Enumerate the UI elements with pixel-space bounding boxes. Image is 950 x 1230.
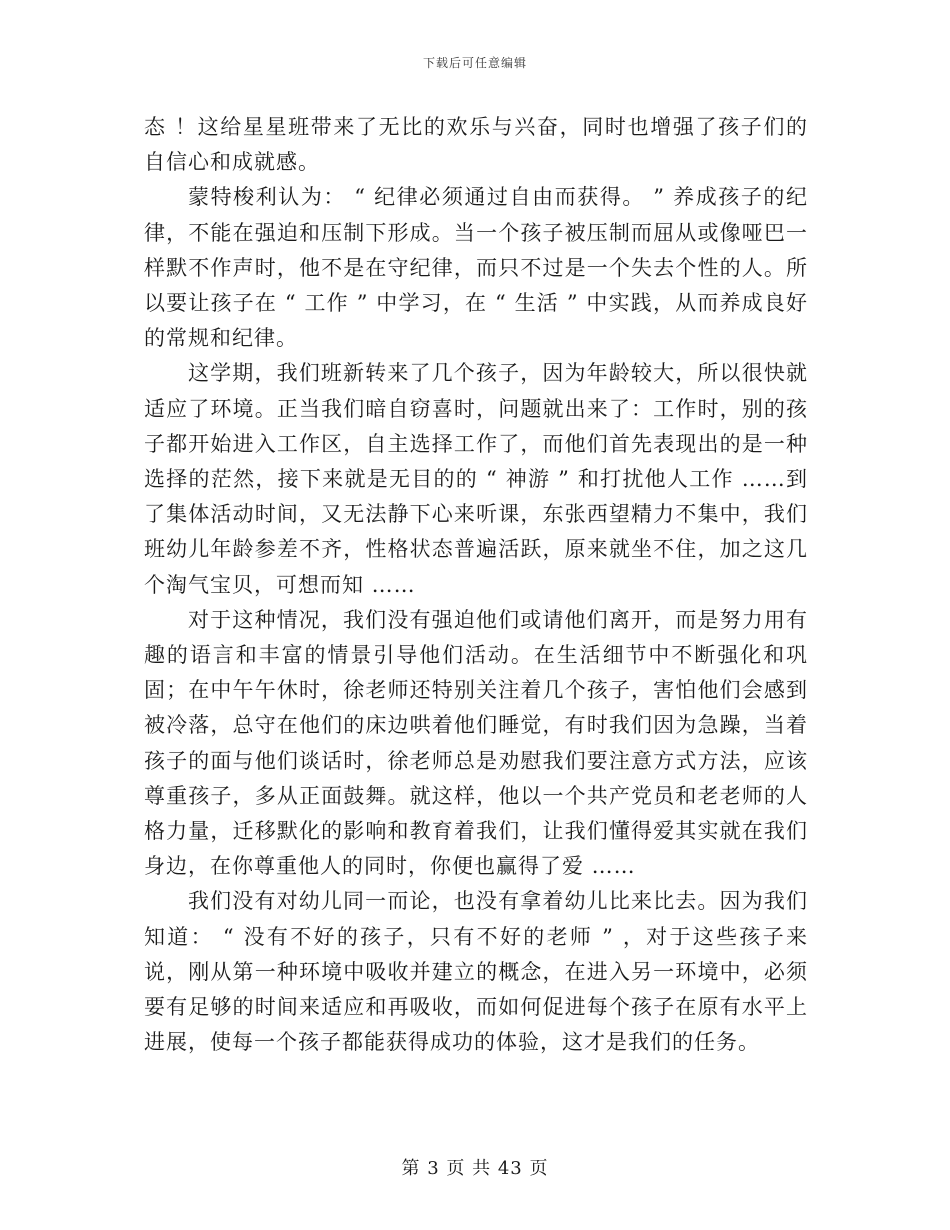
document-body: [144, 110, 808, 1060]
page-header: 下载后可任意编辑: [422, 56, 527, 70]
paragraph-4: 对于这种情况，我们没有强迫他们或请他们离开，而是努力用有趣的语言和丰富的情景引导他们活动。在生活细节中不断强化和巩固；在中午午休时，徐老师还特别关注着几个孩子，害怕他们会感到被冷落，总守在他们的床边哄着他们睡觉，有时我们因为急躁，当着孩子的面与他们谈话时，徐老师总是劝慰我们要注意方式方法，应该尊重孩子，多从正面鼓舞。就这样，他以一个共产党员和老老师的人格力量，迁移默化的影响和教育着我们，让我们懂得爱其实就在我们身边，在你尊重他人的同时，你便也赢得了爱 ……: [144, 607, 808, 879]
paragraph-1: 态 ！这给星星班带来了无比的欢乐与兴奋，同时也增强了孩子们的自信心和成就感。: [144, 115, 808, 175]
paragraph-3: 这学期，我们班新转来了几个孩子，因为年龄较大，所以很快就适应了环境。正当我们暗自窃喜时，问题就出来了：工作时，别的孩子都开始进入工作区，自主选择工作了，而他们首先表现出的是一种选择的茫然，接下来就是无目的的 “ 神游 ” 和打扰他人工作 ……到了集体活动时间，又无法静下心来听课，东张西望精力不集中，我们班幼儿年龄参差不齐，性格状态普遍活跃，原来就坐不住，加之这几个淘气宝贝，可想而知 ……: [144, 361, 808, 597]
page-number-footer: 第 3 页 共 43 页: [401, 1158, 549, 1179]
paragraph-5: 我们没有对幼儿同一而论，也没有拿着幼儿比来比去。因为我们知道： “ 没有不好的孩子，只有不好的老师 ” ，对于这些孩子来说，刚从第一种环境中吸收并建立的概念，在进入另一环境中，必须要有足够的时间来适应和再吸收，而如何促进每个孩子在原有水平上进展，使每一个孩子都能获得成功的体验，这才是我们的任务。: [144, 889, 808, 1055]
paragraph-2: 蒙特梭利认为： “ 纪律必须通过自由而获得。 ” 养成孩子的纪律，不能在强迫和压制下形成。当一个孩子被压制而屈从或像哑巴一样默不作声时，他不是在守纪律，而只不过是一个失去个性的人。所以要让孩子在 “ 工作 ” 中学习，在 “ 生活 ” 中实践，从而养成良好的常规和纪律。: [144, 185, 808, 351]
